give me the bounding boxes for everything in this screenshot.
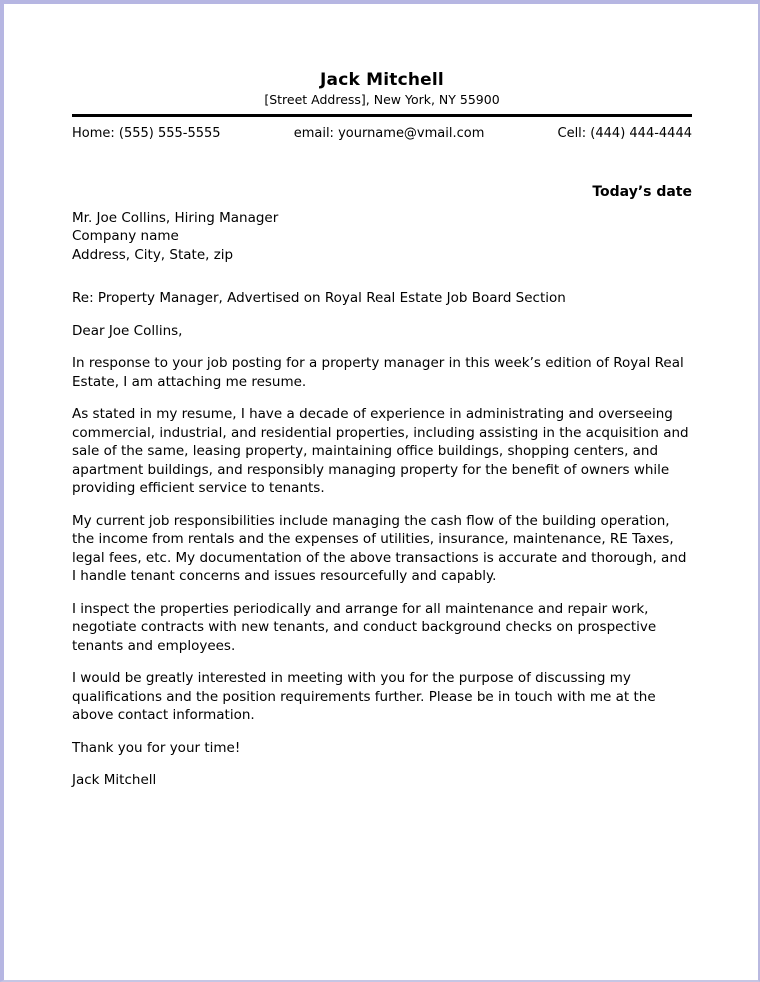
header-divider — [72, 114, 692, 117]
body-paragraph: As stated in my resume, I have a decade of experience in administrating and overseeing commercial, industrial, and residential properties, including assisting in the acquisition and sale of the same, leasing property, maintaining office buildings, shopping centers, and apartment buildings, and responsibly managing property for the benefit of owners while providing efficient service to tenants. — [72, 406, 689, 496]
letter-date: Today’s date — [592, 184, 692, 200]
recipient-line: Mr. Joe Collins, Hiring Manager — [72, 209, 279, 226]
salutation: Dear Joe Collins, — [72, 322, 183, 339]
contact-row — [72, 126, 692, 141]
subject-line: Re: Property Manager, Advertised on Royal Real Estate Job Board Section — [72, 290, 566, 306]
body-paragraph: My current job responsibilities include managing the cash flow of the building operation, the income from rentals and the expenses of utilities, insurance, maintenance, RE Taxes, legal fees, etc. My documentation of the above transactions is accurate and thorough, and I handle tenant concerns and issues resourcefully and capably. — [72, 512, 687, 584]
sender-name: Jack Mitchell — [320, 70, 444, 90]
signature-name: Jack Mitchell — [72, 772, 157, 788]
body-paragraph: I inspect the properties periodically and arrange for all maintenance and repair work, negotiate contracts with new tenants, and conduct background checks on prospective tenants and employees. — [72, 600, 657, 654]
letter-page — [4, 4, 758, 980]
letter-body — [72, 183, 692, 790]
cell-phone: Cell: (444) 444-4444 — [557, 126, 692, 141]
home-phone: Home: (555) 555-5555 — [72, 126, 221, 141]
body-paragraph: In response to your job posting for a property manager in this week’s edition of Royal Real Estate, I am attaching me resume. — [72, 355, 684, 390]
body-paragraph: I would be greatly interested in meeting with you for the purpose of discussing my qualifications and the position requirements further. Please be in touch with me at the above contact information. — [72, 670, 656, 723]
email-address: email: yourname@vmail.com — [293, 126, 485, 141]
recipient-block — [72, 209, 692, 265]
recipient-line: Address, City, State, zip — [72, 246, 234, 263]
sender-address: [Street Address], New York, NY 55900 — [264, 92, 500, 107]
closing-line: Thank you for your time! — [72, 739, 241, 756]
letter-header — [72, 70, 692, 141]
recipient-line: Company name — [72, 228, 179, 244]
